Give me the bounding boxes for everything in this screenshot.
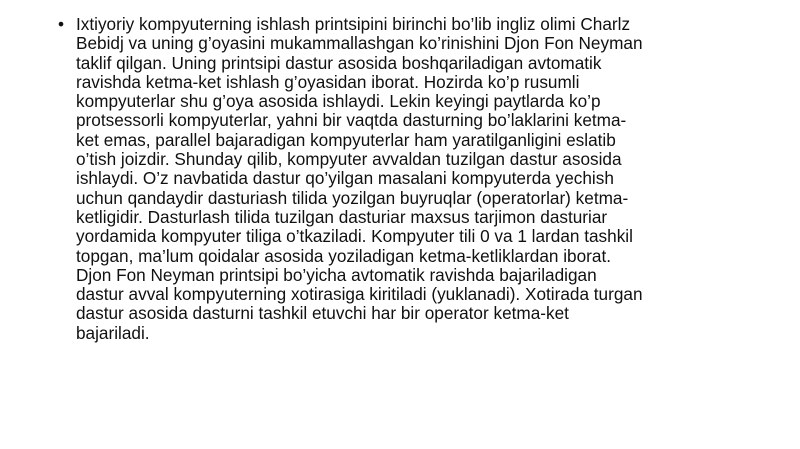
paragraph-line: Djon Fon Neyman printsipi bo’yicha avtomatik ravishda bajariladigan <box>76 264 597 285</box>
paragraph-line: protsessorli kompyuterlar, yahni bir vaqtda dasturning bo’laklarini ketma- <box>76 110 627 131</box>
paragraph-line: bajariladi. <box>76 322 150 343</box>
paragraph-line: yordamida kompyuter tiliga o’tkaziladi. Kompyuter tili 0 va 1 lardan tashkil <box>76 226 633 247</box>
paragraph-line: taklif qilgan. Uning printsipi dastur asosida boshqariladigan avtomatik <box>76 52 602 73</box>
paragraph-line: kompyuterlar shu g’oya asosida ishlaydi. Lekin keyingi paytlarda ko’p <box>76 91 601 112</box>
paragraph-line: topgan, ma’lum qoidalar asosida yoziladigan ketma-ketliklardan iborat. <box>76 245 612 266</box>
paragraph-line: ket emas, parallel bajaradigan kompyuterlar ham yaratilganligini eslatib <box>76 129 616 150</box>
paragraph-line: ketligidir. Dasturlash tilida tuzilgan dasturiar maxsus tarjimon dasturiar <box>76 206 608 227</box>
paragraph-line: ravishda ketma-ket ishlash g’oyasidan iborat. Hozirda ko’p rusumli <box>76 71 580 92</box>
paragraph-line: Bebidj va uning g’oyasini mukammallashgan ko’rinishini Djon Fon Neyman <box>76 33 643 54</box>
bullet-list <box>58 15 748 343</box>
bullet-marker: • <box>58 14 65 34</box>
paragraph-line: uchun qandaydir dasturiash tilida yozilgan buyruqlar (operatorlar) ketma- <box>76 187 629 208</box>
paragraph-line: o’tish joizdir. Shunday qilib, kompyuter avvaldan tuzilgan dastur asosida <box>76 149 622 170</box>
paragraph-line: dastur avval kompyuterning xotirasiga kiritiladi (yuklanadi). Xotirada turgan <box>76 284 643 305</box>
paragraph-line: dastur asosida dasturni tashkil etuvchi har bir operator ketma-ket <box>76 303 569 324</box>
bullet-item <box>58 15 748 343</box>
paragraph-line: Ixtiyoriy kompyuterning ishlash printsipini birinchi bo’lib ingliz olimi Charlz <box>76 14 631 34</box>
paragraph-line: ishlaydi. O’z navbatida dastur qo’yilgan masalani kompyuterda yechish <box>76 168 614 189</box>
